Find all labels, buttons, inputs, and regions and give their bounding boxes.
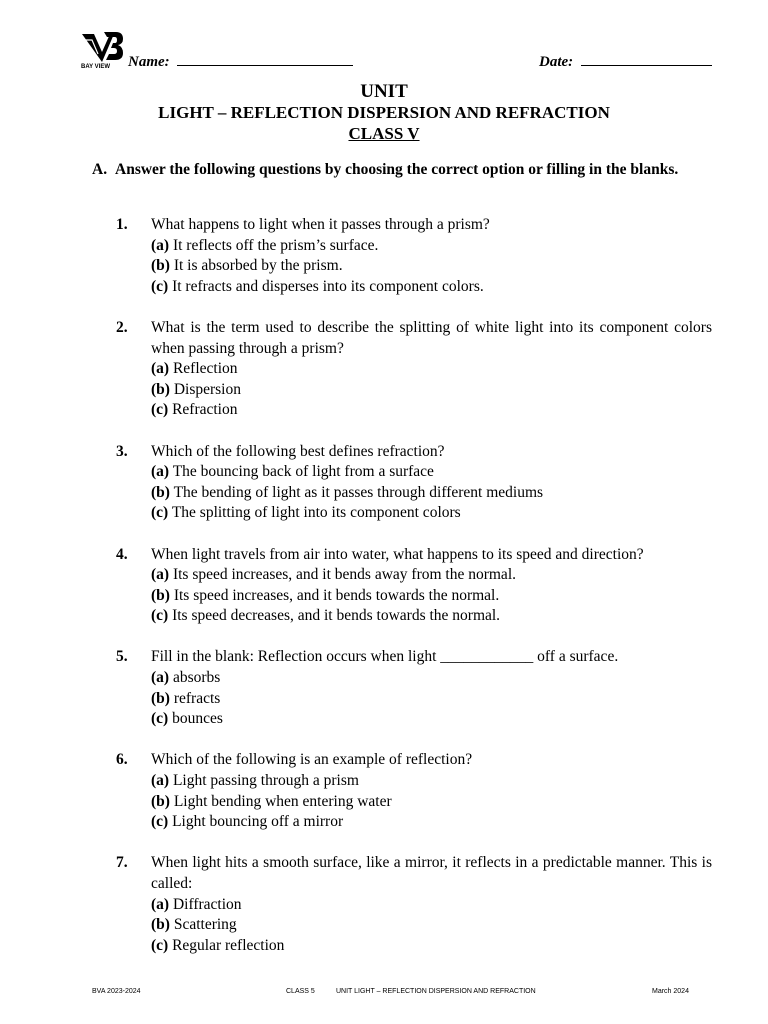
option-text: Light bouncing off a mirror	[172, 813, 344, 831]
question-1	[116, 215, 712, 297]
option-letter: (c)	[151, 813, 169, 831]
date-blank[interactable]	[581, 52, 712, 66]
option-b[interactable]	[151, 483, 712, 504]
class-heading: CLASS V	[348, 124, 420, 143]
option-text: It reflects off the prism’s surface.	[172, 236, 379, 254]
option-letter: (c)	[151, 607, 169, 625]
option-text: Scattering	[173, 916, 237, 934]
option-c[interactable]	[151, 812, 712, 833]
option-text: The bouncing back of light from a surface	[172, 463, 434, 481]
question-number: 1.	[116, 216, 128, 233]
logo-text: BAY VIEW	[81, 64, 111, 70]
option-letter: (b)	[151, 380, 170, 398]
option-c[interactable]	[151, 400, 712, 421]
question-7	[116, 853, 712, 956]
option-a[interactable]	[151, 668, 712, 689]
school-logo	[80, 30, 124, 70]
topic-heading: LIGHT – REFLECTION DISPERSION AND REFRACTION	[158, 103, 610, 122]
question-list	[116, 215, 712, 977]
option-a[interactable]	[151, 359, 712, 380]
option-b[interactable]	[151, 915, 712, 936]
question-stem: Which of the following is an example of reflection?	[151, 751, 473, 769]
name-blank[interactable]	[177, 52, 353, 66]
option-letter: (c)	[151, 936, 169, 954]
option-text: Its speed decreases, and it bends towards the normal.	[172, 607, 501, 625]
option-text: Its speed increases, and it bends away from the normal.	[172, 566, 516, 584]
option-letter: (c)	[151, 277, 169, 295]
option-text: The splitting of light into its component colors	[171, 504, 461, 522]
option-c[interactable]	[151, 709, 712, 730]
question-stem: Fill in the blank: Reflection occurs when light ____________ off a surface.	[151, 648, 619, 666]
option-letter: (b)	[151, 483, 170, 501]
option-b[interactable]	[151, 256, 712, 277]
date-label: Date:	[539, 54, 574, 70]
option-text: The bending of light as it passes through different mediums	[173, 483, 544, 501]
question-3	[116, 442, 712, 524]
question-stem: When light hits a smooth surface, like a mirror, it reflects in a predictable manner. This is called:	[151, 854, 712, 892]
date-field[interactable]	[539, 52, 712, 71]
section-instruction	[92, 160, 712, 180]
section-text: Answer the following questions by choosing the correct option or filling in the blanks.	[115, 161, 679, 178]
unit-heading: UNIT	[360, 81, 408, 102]
footer-date: March 2024	[652, 988, 689, 995]
option-letter: (b)	[151, 689, 170, 707]
question-number: 4.	[116, 545, 128, 563]
option-b[interactable]	[151, 586, 712, 607]
option-letter: (a)	[151, 236, 170, 254]
option-letter: (b)	[151, 792, 170, 810]
question-number: 2.	[116, 318, 128, 336]
option-text: Light passing through a prism	[172, 772, 359, 790]
question-4	[116, 545, 712, 627]
question-number: 3.	[116, 442, 128, 460]
option-a[interactable]	[151, 236, 712, 257]
name-label: Name:	[128, 54, 170, 70]
question-stem: Which of the following best defines refraction?	[151, 442, 445, 460]
option-text: Light bending when entering water	[173, 792, 392, 810]
option-letter: (c)	[151, 504, 169, 522]
option-letter: (a)	[151, 566, 170, 584]
option-text: Dispersion	[173, 380, 241, 398]
option-text: Regular reflection	[172, 936, 285, 954]
option-c[interactable]	[151, 277, 712, 298]
question-6	[116, 750, 712, 832]
footer-unit: UNIT LIGHT – REFLECTION DISPERSION AND REFRACTION	[336, 988, 536, 995]
option-text: It is absorbed by the prism.	[173, 257, 343, 275]
name-field[interactable]	[128, 52, 353, 71]
option-a[interactable]	[151, 771, 712, 792]
option-letter: (c)	[151, 401, 169, 419]
section-letter: A.	[92, 161, 108, 178]
option-letter: (a)	[151, 772, 170, 790]
option-letter: (a)	[151, 669, 170, 687]
option-b[interactable]	[151, 689, 712, 710]
option-c[interactable]	[151, 936, 712, 957]
question-5	[116, 647, 712, 729]
footer-session: BVA 2023-2024	[92, 988, 141, 995]
option-letter: (a)	[151, 360, 170, 378]
option-c[interactable]	[151, 503, 712, 524]
option-text: Its speed increases, and it bends towards the normal.	[173, 586, 500, 604]
question-number: 7.	[116, 854, 128, 872]
question-2	[116, 318, 712, 421]
option-letter: (b)	[151, 916, 170, 934]
question-stem: What happens to light when it passes through a prism?	[151, 216, 490, 233]
option-letter: (b)	[151, 257, 170, 275]
question-stem: What is the term used to describe the splitting of white light into its component colors when passing through a prism?	[151, 318, 712, 357]
footer-class: CLASS 5	[286, 988, 315, 995]
option-a[interactable]	[151, 895, 712, 916]
option-a[interactable]	[151, 462, 712, 483]
option-text: It refracts and disperses into its component colors.	[172, 277, 484, 295]
option-c[interactable]	[151, 606, 712, 627]
question-number: 5.	[116, 648, 128, 666]
option-b[interactable]	[151, 792, 712, 813]
question-number: 6.	[116, 751, 128, 769]
option-b[interactable]	[151, 380, 712, 401]
option-text: Reflection	[172, 360, 238, 378]
option-text: refracts	[173, 689, 221, 707]
option-text: Diffraction	[172, 895, 242, 913]
option-letter: (a)	[151, 895, 170, 913]
option-letter: (a)	[151, 463, 170, 481]
option-text: Refraction	[172, 401, 238, 419]
option-a[interactable]	[151, 565, 712, 586]
option-text: absorbs	[172, 669, 221, 687]
option-text: bounces	[172, 710, 223, 728]
option-letter: (c)	[151, 710, 169, 728]
question-stem: When light travels from air into water, what happens to its speed and direction?	[151, 545, 644, 563]
option-letter: (b)	[151, 586, 170, 604]
